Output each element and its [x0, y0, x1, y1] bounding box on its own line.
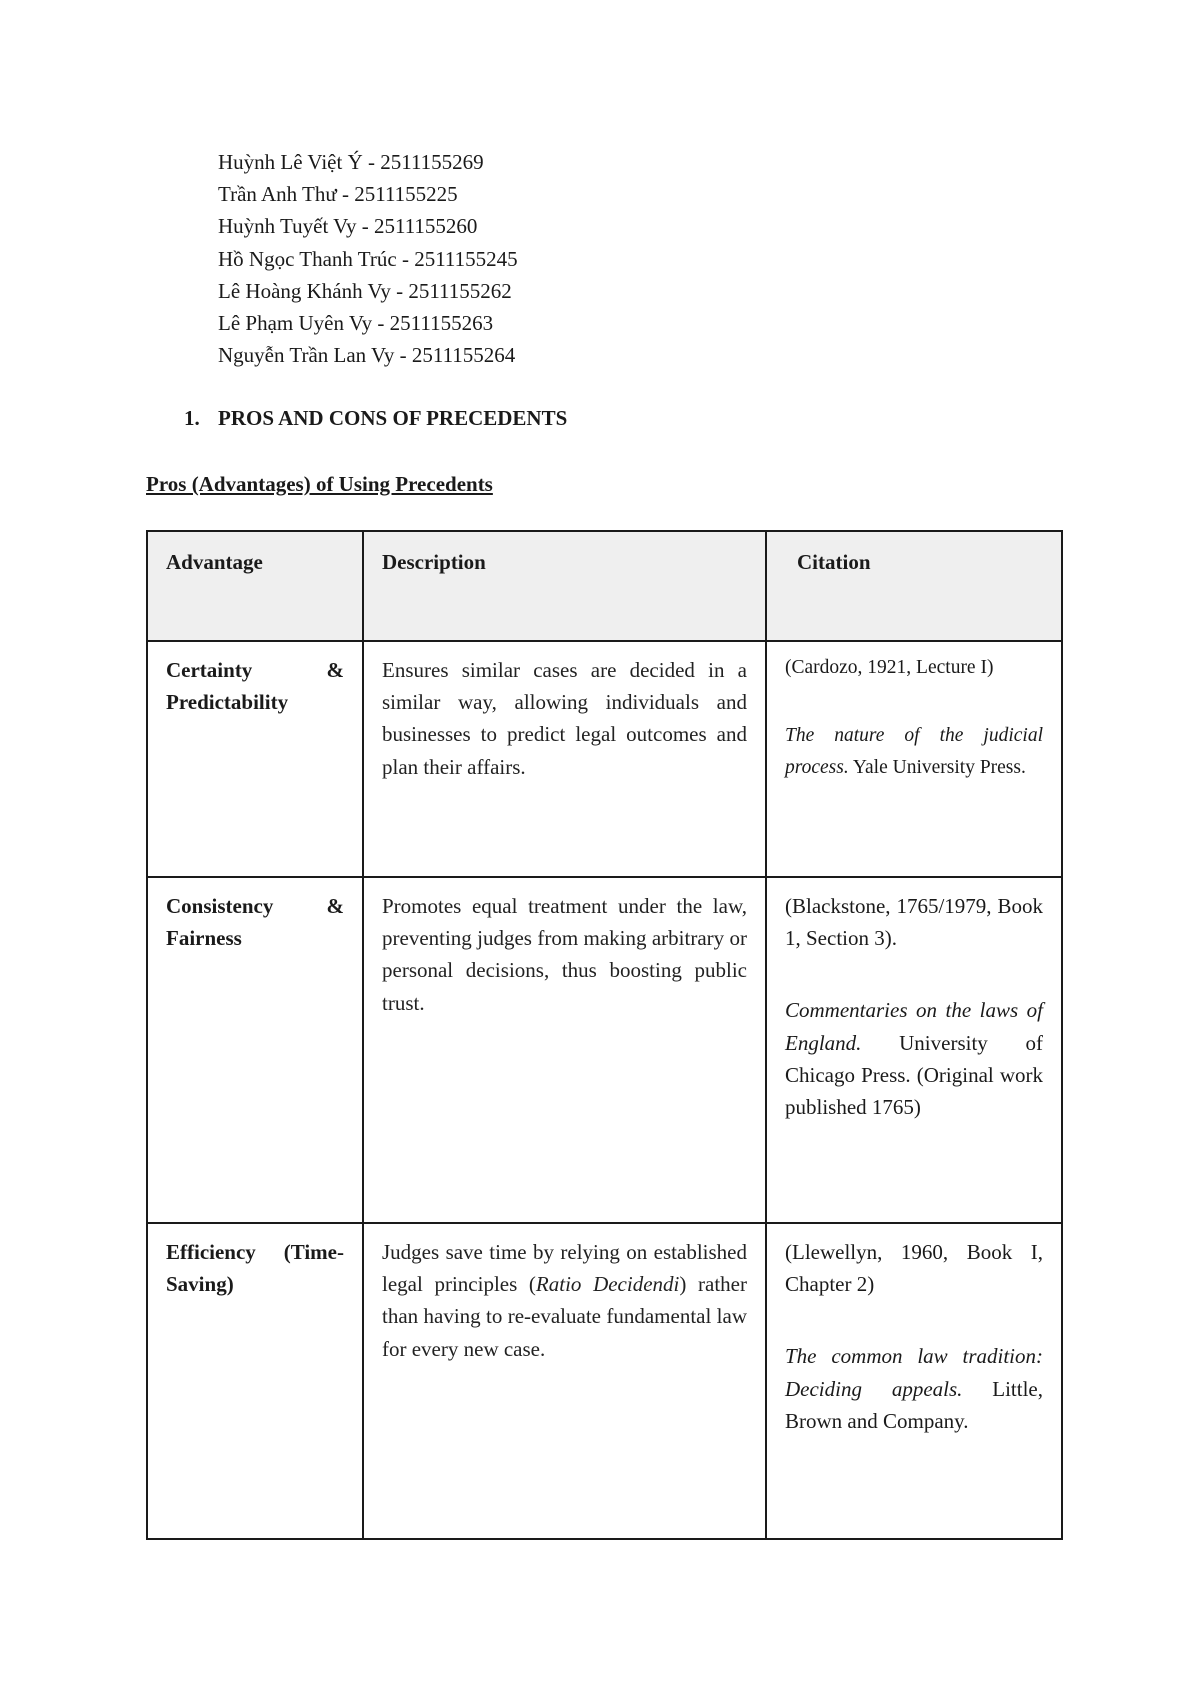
description-text: ) rather than having to re-evaluate fundamental law for every new case.: [382, 1272, 747, 1361]
author-line: Lê Phạm Uyên Vy - 2511155263: [218, 311, 494, 336]
description-cell: Promotes equal treatment under the law, preventing judges from making arbitrary or personal decisions, thus boosting public trust.: [363, 877, 766, 1223]
advantage-cell: Efficiency (Time-Saving): [147, 1223, 363, 1539]
citation-publisher: University of Chicago Press. (Original work published 1765): [785, 1030, 1043, 1120]
header-advantage: Advantage: [147, 531, 363, 641]
description-cell: [363, 1223, 766, 1539]
header-citation: Citation: [766, 531, 1062, 641]
citation-reference: [785, 725, 1043, 778]
author-line: Huỳnh Lê Việt Ý - 2511155269: [218, 150, 484, 174]
table-header-row: [147, 531, 1062, 641]
pros-table: [146, 530, 1063, 1540]
header-description: Description: [363, 531, 766, 641]
pros-subheading: Pros (Advantages) of Using Precedents: [146, 472, 493, 496]
table-row: [147, 1223, 1062, 1539]
author-list: [218, 146, 518, 371]
section-heading: [184, 402, 567, 434]
table-row: [147, 641, 1062, 877]
author-line: Nguyễn Trần Lan Vy - 2511155264: [218, 343, 516, 368]
author-line: Trần Anh Thư - 2511155225: [218, 182, 458, 207]
citation-reference: [785, 998, 1043, 1119]
table-row: [147, 877, 1062, 1223]
description-text: Judges save time by relying on established legal principles (: [382, 1240, 747, 1297]
author-line: Lê Hoàng Khánh Vy - 2511155262: [218, 278, 512, 303]
citation-publisher: Little, Brown and Company.: [785, 1376, 1043, 1433]
section-number: 1.: [184, 406, 200, 430]
citation-cell: [766, 1223, 1062, 1539]
description-italic-term: Ratio Decidendi: [535, 1272, 680, 1297]
citation-short: (Llewellyn, 1960, Book I, Chapter 2): [785, 1240, 1043, 1297]
citation-short: (Cardozo, 1921, Lecture I): [785, 657, 994, 678]
citation-reference: [785, 1344, 1043, 1432]
author-line: Hồ Ngọc Thanh Trúc - 2511155245: [218, 246, 518, 271]
advantage-cell: Certainty & Predictability: [147, 641, 363, 877]
author-line: Huỳnh Tuyết Vy - 2511155260: [218, 214, 478, 239]
description-cell: Ensures similar cases are decided in a similar way, allowing individuals and businesses to predict legal outcomes and plan their affairs.: [363, 641, 766, 877]
citation-short: (Blackstone, 1765/1979, Book 1, Section 3).: [785, 894, 1043, 951]
citation-title: The nature of the judicial process.: [785, 725, 1043, 779]
citation-publisher: Yale University Press.: [848, 757, 1026, 779]
advantage-cell: Consistency & Fairness: [147, 877, 363, 1223]
citation-cell: [766, 877, 1062, 1223]
citation-title: The common law tradition: Deciding appeals.: [785, 1344, 1043, 1401]
citation-cell: [766, 641, 1062, 877]
citation-title: Commentaries on the laws of England.: [785, 998, 1043, 1055]
section-title: PROS AND CONS OF PRECEDENTS: [218, 406, 568, 430]
